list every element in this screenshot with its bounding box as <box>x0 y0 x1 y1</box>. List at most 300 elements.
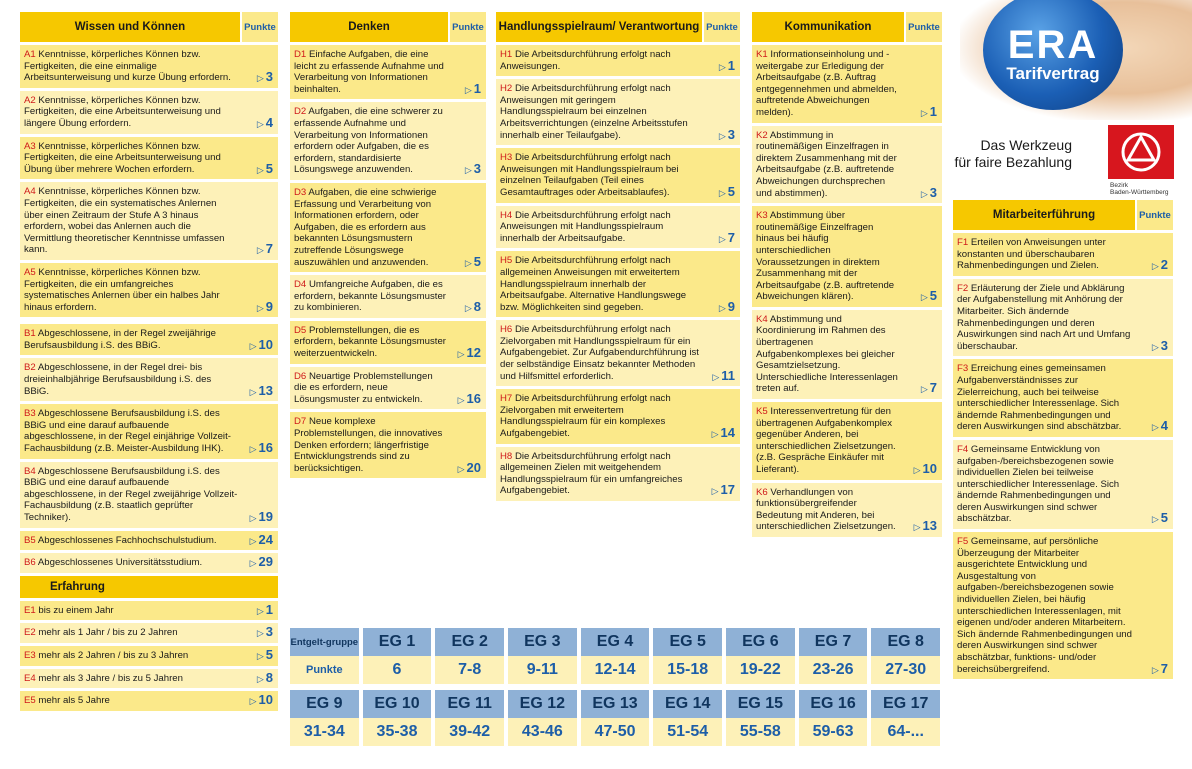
item-code: A3 <box>24 140 36 152</box>
eg-points-range: 9-11 <box>508 656 577 684</box>
eg-group-label: EG 13 <box>581 690 650 718</box>
points-value: 20 <box>466 459 481 475</box>
item-code: B4 <box>24 465 36 477</box>
eg-group-label: EG 8 <box>871 628 940 656</box>
item-points <box>256 160 273 177</box>
header-title-kommunikation: Kommunikation <box>752 12 904 42</box>
kommunikation-item-k1 <box>752 45 942 123</box>
item-text: Die Arbeitsdurchführung erfolgt nach allgemeinen Anweisungen mit erweitertem Handlungsspielraum innerhalb der Arbeitsaufgabe. Alternative Handlungswege bzw. Möglichkeiten sind gegeben. <box>500 255 687 313</box>
wissen-item-a4 <box>20 182 278 260</box>
points-value: 10 <box>922 461 937 476</box>
item-text: mehr als 1 Jahr / bis zu 2 Jahren <box>38 627 178 639</box>
triangle-icon: ▷ <box>256 118 264 129</box>
erfahrung-item-e4 <box>20 669 278 689</box>
item-code: B2 <box>24 362 36 374</box>
item-text: Abgeschlossenes Universitätsstudium. <box>37 557 203 569</box>
points-value: 3 <box>727 126 735 142</box>
item-points <box>712 367 735 384</box>
triangle-icon: ▷ <box>256 673 264 684</box>
item-code: H7 <box>500 393 513 405</box>
points-value: 9 <box>265 298 273 314</box>
points-value: 12 <box>466 345 481 361</box>
points-value: 7 <box>1160 660 1168 676</box>
header-title-wissen: Wissen und Können <box>20 12 240 42</box>
triangle-icon: ▷ <box>249 696 257 707</box>
points-value: 29 <box>258 554 273 570</box>
triangle-icon: ▷ <box>457 349 465 360</box>
points-value: 13 <box>922 518 937 534</box>
item-code: B6 <box>24 557 36 569</box>
eg-group-label: EG 11 <box>435 690 504 718</box>
item-points <box>257 243 273 257</box>
header-title-fuehrung: Mitarbeiterführung <box>953 200 1135 230</box>
points-value: 5 <box>265 160 273 176</box>
eg-points-range: 31-34 <box>290 718 359 746</box>
item-points <box>1152 512 1168 526</box>
points-value: 3 <box>929 184 937 200</box>
points-value: 16 <box>258 440 273 456</box>
item-text: Verhandlungen von funktionsübergreifender Bedeutung mit Anderen, bei unterschiedlichen Zielsetzungen. <box>756 486 896 533</box>
item-text: Umfangreiche Aufgaben, die es erfordern, bekannte Lösungsmuster zu kombinieren. <box>294 279 446 314</box>
item-code: D6 <box>294 370 307 382</box>
eg-cell-eg14 <box>653 690 722 746</box>
wissen-item-a2 <box>20 91 278 134</box>
triangle-icon: ▷ <box>1151 664 1159 675</box>
item-points <box>464 253 481 270</box>
header-handlung <box>496 12 740 42</box>
item-text: Erläuterung der Ziele und Abklärung der Aufgabenstellung mit Anhörung der Mitarbeiter. Sich ändernde Rahmenbedingungen und deren Auswirkungen sind nach Art und Umfang überschaubar. <box>957 282 1131 352</box>
column-wissen <box>20 12 278 714</box>
eg-cell-eg12 <box>508 690 577 746</box>
eg-points-range: 59-63 <box>799 718 868 746</box>
item-text: Kenntnisse, körperliches Können bzw. Fertigkeiten, die eine Arbeitsunterweisung und Übung über mehrere Wochen erfordern. <box>24 140 221 175</box>
eg-group-label: EG 16 <box>799 690 868 718</box>
wissen-item-b3 <box>20 404 278 458</box>
column-kommunikation <box>752 12 942 540</box>
triangle-icon: ▷ <box>256 628 264 639</box>
triangle-icon: ▷ <box>256 605 264 616</box>
item-points <box>718 183 735 200</box>
item-code: H1 <box>500 49 513 60</box>
points-value: 1 <box>265 601 273 617</box>
wissen-item-b4 <box>20 462 278 528</box>
eg-cell-eg3 <box>508 628 577 684</box>
item-code: F5 <box>957 536 969 548</box>
item-code: H4 <box>500 209 513 221</box>
item-points <box>256 114 273 131</box>
fuehrung-item-f4 <box>953 440 1173 529</box>
item-code: K6 <box>756 486 768 498</box>
item-code: K1 <box>756 49 768 60</box>
item-code: H8 <box>500 450 513 462</box>
wissen-item-b1 <box>20 324 278 355</box>
column-handlung <box>496 12 740 504</box>
kommunikation-item-k3 <box>752 206 942 307</box>
points-value: 14 <box>720 425 735 441</box>
triangle-icon: ▷ <box>249 340 257 351</box>
item-text: mehr als 3 Jahre / bis zu 5 Jahren <box>38 672 183 684</box>
eg-points-range: 35-38 <box>363 718 432 746</box>
item-text: Die Arbeitsdurchführung erfolgt nach Zielvorgaben mit erweitertem Handlungsspielraum für ein komplexes Aufgabengebiet. <box>500 393 671 440</box>
points-value: 13 <box>258 382 273 398</box>
triangle-icon: ▷ <box>718 130 726 141</box>
triangle-icon: ▷ <box>457 394 465 405</box>
denken-list <box>290 45 486 478</box>
handlung-item-h1 <box>496 45 740 76</box>
item-code: K2 <box>756 129 768 141</box>
eg-row-1 <box>290 628 940 684</box>
eg-points-range: 43-46 <box>508 718 577 746</box>
item-text: Abgeschlossene, in der Regel drei- bis dreieinhalbjährige Berufsausbildung i.S. des BBiG. <box>24 362 212 397</box>
eg-cell-eg5 <box>653 628 722 684</box>
eg-cell-eg17 <box>871 690 940 746</box>
item-points <box>718 298 735 315</box>
item-points <box>920 184 937 201</box>
eg-cell-eg15 <box>726 690 795 746</box>
points-value: 24 <box>258 531 273 547</box>
points-value: 7 <box>265 241 273 257</box>
item-points <box>712 484 735 498</box>
points-value: 17 <box>720 482 735 498</box>
header-denken <box>290 12 486 42</box>
wissen-item-b5 <box>20 531 278 551</box>
denken-item-d7 <box>290 412 486 478</box>
eg-points-range: 64-... <box>871 718 940 746</box>
eg-group-label: EG 10 <box>363 690 432 718</box>
column-fuehrung <box>953 200 1173 682</box>
triangle-icon: ▷ <box>913 522 921 533</box>
item-points <box>257 626 273 640</box>
item-points <box>250 694 273 708</box>
erfahrung-item-e3 <box>20 646 278 666</box>
eg-cell-eg16 <box>799 690 868 746</box>
header-title-denken: Denken <box>290 12 448 42</box>
handlung-item-h3 <box>496 148 740 202</box>
eg-group-label: EG 14 <box>653 690 722 718</box>
erfahrung-item-e1 <box>20 601 278 621</box>
item-text: Kenntnisse, körperliches Können bzw. Fertigkeiten, die eine einmalige Arbeitsunterweisung und kurze Übung erfordern. <box>24 49 231 84</box>
points-value: 10 <box>258 336 273 352</box>
item-points <box>1151 337 1168 354</box>
kommunikation-item-k6 <box>752 483 942 537</box>
tagline-line-2: für faire Bezahlung <box>954 154 1072 170</box>
item-code: K5 <box>756 406 768 418</box>
eg-group-label: EG 1 <box>363 628 432 656</box>
item-text: Abstimmung über routinemäßige Einzelfragen hinaus bei häufig unterschiedlichen Voraussetzungen in direktem Zusammenhang mit der Arbeitsaufgabe (z.B. auftretende Abweichungen klären). <box>756 210 895 303</box>
item-code: A1 <box>24 49 36 60</box>
item-points <box>256 601 273 618</box>
item-text: bis zu einem Jahr <box>38 604 114 616</box>
item-points <box>249 336 273 353</box>
points-value: 11 <box>721 367 735 383</box>
eg-row-2 <box>290 690 940 746</box>
item-points <box>256 646 273 663</box>
item-text: Kenntnisse, körperliches Können bzw. Fertigkeiten, die ein systematisches Anlernen über einen Zeitraum der Stufe A 3 hinaus erfordern, wobei das Anlernen auch die Vermittlung theoretischer Kenntnisse umfassen kann. <box>24 186 225 256</box>
triangle-icon: ▷ <box>249 535 257 546</box>
item-points <box>1152 259 1168 273</box>
item-text: Die Arbeitsdurchführung erfolgt nach Anweisungen mit Handlungsspielraum bei einzelnen Teilaufgaben (Teil eines Gesamtauftrages oder Arbeitsablaufes). <box>500 152 679 198</box>
item-code: F4 <box>957 443 969 455</box>
eg-cell-eg2 <box>435 628 504 684</box>
erfahrung-list <box>20 601 278 711</box>
header-punkte-wissen: Punkte <box>242 12 278 42</box>
points-value: 3 <box>473 161 481 177</box>
handlung-item-h5 <box>496 251 740 317</box>
eg-group-label: EG 5 <box>653 628 722 656</box>
header-kommunikation <box>752 12 942 42</box>
kommunikation-list <box>752 45 942 537</box>
eg-cell-eg4 <box>581 628 650 684</box>
item-code: E2 <box>24 627 36 639</box>
kommunikation-item-k4 <box>752 310 942 399</box>
item-points <box>718 57 735 74</box>
points-value: 1 <box>929 103 937 119</box>
item-text: Die Arbeitsdurchführung erfolgt nach allgemeinen Zielen mit weitgehendem Handlungsspielraum für ein umfangreiches Aufgabengebiet. <box>500 450 683 497</box>
eg-points-range: 39-42 <box>435 718 504 746</box>
points-value: 16 <box>466 390 481 406</box>
eg-cell-eg13 <box>581 690 650 746</box>
item-code: A5 <box>24 266 36 278</box>
item-text: Kenntnisse, körperliches Können bzw. Fertigkeiten, die ein umfangreiches systematisches Anlernen über ein halbes Jahr hinaus erfordern. <box>24 266 220 313</box>
triangle-icon: ▷ <box>718 302 726 313</box>
item-text: Interessenvertretung für den übertragenen Aufgabenkomplex gegenüber Anderen, bei unterschiedlichen Zielsetzungen. (z.B. Gespräche Einkäufer mit Lieferant). <box>756 406 896 475</box>
eg-cell-eg7 <box>799 628 868 684</box>
eg-group-label: EG 3 <box>508 628 577 656</box>
item-code: F3 <box>957 363 969 375</box>
eg-cell-eg11 <box>435 690 504 746</box>
item-text: Kenntnisse, körperliches Können bzw. Fertigkeiten, die eine Arbeitsunterweisung und längere Übung erfordern. <box>24 94 221 129</box>
triangle-icon: ▷ <box>249 558 257 569</box>
item-code: H6 <box>500 324 513 336</box>
triangle-icon: ▷ <box>256 650 264 661</box>
triangle-icon: ▷ <box>920 188 928 199</box>
denken-item-d2 <box>290 102 486 180</box>
item-text: Die Arbeitsdurchführung erfolgt nach Zielvorgaben mit Handlungsspielraum für ein Aufgabengebiet. Zur Aufgabendurchführung ist der selbständige Einsatz bekannter Methoden und Hilfsmittel erforderlich. <box>500 324 699 382</box>
tarifvertrag-logo-text: Tarifvertrag <box>1006 64 1100 83</box>
item-text: Die Arbeitsdurchführung erfolgt nach Anweisungen. <box>500 49 671 72</box>
eg-label-bottom: Punkte <box>290 656 359 684</box>
eg-points-range: 47-50 <box>581 718 650 746</box>
eg-points-range: 27-30 <box>871 656 940 684</box>
era-logo-text: ERA <box>1007 23 1099 67</box>
item-points <box>256 669 273 686</box>
item-code: E3 <box>24 649 36 661</box>
item-points <box>712 427 735 441</box>
triangle-icon: ▷ <box>249 386 257 397</box>
eg-points-range: 15-18 <box>653 656 722 684</box>
item-text: Abstimmung und Koordinierung im Rahmen des übertragenen Aufgabenkomplexes bei gleicher Gesamtzielsetzung. Unterschiedliche Interessenlagen treten auf. <box>756 313 898 395</box>
fuehrung-item-f5 <box>953 532 1173 679</box>
fuehrung-item-f2 <box>953 279 1173 357</box>
item-points <box>920 103 937 120</box>
eg-group-label: EG 7 <box>799 628 868 656</box>
entgeltgruppen-table <box>290 628 940 752</box>
points-value: 10 <box>258 692 273 708</box>
handlung-item-h4 <box>496 206 740 249</box>
item-code: D2 <box>294 106 307 118</box>
eg-cell-eg10 <box>363 690 432 746</box>
item-points <box>257 71 273 85</box>
points-value: 1 <box>473 80 481 96</box>
item-code: D4 <box>294 279 307 291</box>
triangle-icon: ▷ <box>256 245 264 256</box>
wissen-item-a5 <box>20 263 278 317</box>
header-punkte-handlung: Punkte <box>704 12 740 42</box>
denken-item-d6 <box>290 367 486 410</box>
item-points <box>921 382 937 396</box>
item-points <box>465 163 481 177</box>
triangle-icon: ▷ <box>256 302 264 313</box>
tagline <box>952 137 1072 171</box>
triangle-icon: ▷ <box>711 429 719 440</box>
eg-group-label: EG 6 <box>726 628 795 656</box>
triangle-icon: ▷ <box>718 187 726 198</box>
header-punkte-kommunikation: Punkte <box>906 12 942 42</box>
header-punkte-fuehrung: Punkte <box>1137 200 1173 230</box>
item-code: K3 <box>756 210 768 222</box>
eg-group-label: EG 17 <box>871 690 940 718</box>
item-code: F1 <box>957 237 969 248</box>
item-code: H2 <box>500 83 513 95</box>
item-code: K4 <box>756 313 768 325</box>
eg-cell-eg6 <box>726 628 795 684</box>
triangle-icon: ▷ <box>920 292 928 303</box>
item-points <box>249 382 273 399</box>
eg-cell-eg8 <box>871 628 940 684</box>
item-text: Erteilen von Anweisungen unter konstanten und überschaubaren Rahmenbedingungen und Zielen. <box>957 237 1106 272</box>
item-code: B1 <box>24 328 36 340</box>
denken-item-d4 <box>290 275 486 318</box>
points-value: 8 <box>265 669 273 685</box>
item-text: Informationseinholung und -weitergabe zur Erledigung der Arbeitsaufgabe (z.B. Auftrag entgegennehmen und abmelden, auftretende Abweichungen melden). <box>756 49 897 118</box>
triangle-icon: ▷ <box>920 107 928 118</box>
points-value: 5 <box>727 183 735 199</box>
handlung-list <box>496 45 740 501</box>
eg-group-label: EG 12 <box>508 690 577 718</box>
item-text: Aufgaben, die eine schwierige Erfassung und Verarbeitung von Informationen erfordern, oder Aufgaben, die es erfordern aus bekannten Lösungsmustern zutreffende Lösungswege auszuwählen und anzuwenden. <box>294 186 437 268</box>
erfahrung-item-e2 <box>20 623 278 643</box>
triangle-icon: ▷ <box>464 165 472 176</box>
triangle-icon: ▷ <box>718 233 726 244</box>
eg-points-range: 12-14 <box>581 656 650 684</box>
item-code: D5 <box>294 324 307 336</box>
kommunikation-item-k5 <box>752 402 942 480</box>
triangle-icon: ▷ <box>1151 261 1159 272</box>
fuehrung-item-f1 <box>953 233 1173 276</box>
denken-item-d1 <box>290 45 486 99</box>
item-text: Problemstellungen, die es erfordern, bekannte Lösungsmuster weiterzuentwickeln. <box>294 324 446 360</box>
points-value: 1 <box>727 57 735 73</box>
handlung-item-h2 <box>496 79 740 145</box>
wissen-item-a1 <box>20 45 278 88</box>
points-value: 9 <box>727 298 735 314</box>
denken-item-d5 <box>290 321 486 364</box>
triangle-icon: ▷ <box>718 61 726 72</box>
eg-points-range: 51-54 <box>653 718 722 746</box>
points-value: 3 <box>1160 337 1168 353</box>
kommunikation-item-k2 <box>752 126 942 204</box>
item-text: Neue komplexe Problemstellungen, die innovatives Denken erfordern; längerfristige Entwicklungstrends sind zu berücksichtigen. <box>294 416 443 474</box>
eg-points-range: 23-26 <box>799 656 868 684</box>
erfahrung-item-e5 <box>20 691 278 711</box>
item-code: F2 <box>957 282 969 294</box>
fuehrung-list <box>953 233 1173 679</box>
item-points <box>718 229 735 246</box>
item-text: Die Arbeitsdurchführung erfolgt nach Anweisungen mit Handlungsspielraum innerhalb der Arbeitsaufgabe. <box>500 209 671 244</box>
item-points <box>250 511 273 525</box>
header-fuehrung <box>953 200 1173 230</box>
item-points <box>249 531 273 548</box>
header-wissen <box>20 12 278 42</box>
item-text: Abgeschlossene Berufsausbildung i.S. des BBiG und eine darauf aufbauende abgeschlossene, in der Regel zweijährige Vollzeit-Fachausbildung (z.B. staatlich geprüfter Techniker). <box>24 465 238 523</box>
points-value: 5 <box>929 288 937 304</box>
item-points <box>464 80 481 97</box>
item-points <box>457 459 481 476</box>
item-points <box>250 442 273 456</box>
fuehrung-item-f3 <box>953 359 1173 437</box>
header-punkte-denken: Punkte <box>450 12 486 42</box>
item-text: Die Arbeitsdurchführung erfolgt nach Anweisungen mit geringem Handlungsspielraum bei einzelnen Arbeitsverrichtungen (einzelne Arbeitsstufen innerhalb einer Teilaufgabe). <box>500 83 688 141</box>
eg-points-range: 7-8 <box>435 656 504 684</box>
points-value: 5 <box>265 646 273 662</box>
ig-sub-line-2: Baden-Württemberg <box>1110 189 1169 196</box>
item-text: Abgeschlossenes Fachhochschulstudium. <box>37 534 217 546</box>
points-value: 3 <box>265 624 273 640</box>
handlung-item-h7 <box>496 389 740 443</box>
eg-points-range: 6 <box>363 656 432 684</box>
eg-label-cell <box>290 628 359 684</box>
triangle-icon: ▷ <box>920 384 928 395</box>
ig-metall-logo-icon <box>1108 125 1174 179</box>
item-code: H3 <box>500 152 513 164</box>
denken-item-d3 <box>290 183 486 272</box>
triangle-icon: ▷ <box>1151 514 1159 525</box>
triangle-icon: ▷ <box>711 486 719 497</box>
triangle-icon: ▷ <box>249 444 257 455</box>
triangle-icon: ▷ <box>1151 422 1159 433</box>
item-points <box>1151 660 1168 677</box>
item-code: D7 <box>294 416 307 428</box>
eg-points-range: 55-58 <box>726 718 795 746</box>
ig-sub-line-1: Bezirk <box>1110 182 1129 189</box>
triangle-icon: ▷ <box>913 465 921 475</box>
item-points <box>458 347 481 361</box>
item-text: Abgeschlossene Berufsausbildung i.S. des BBiG und eine darauf aufbauende abgeschlossene, in der Regel einjährige Vollzeit-Fachausbildung (z.B. Meister-Ausbildung IHK). <box>24 408 231 455</box>
tagline-line-1: Das Werkzeug <box>980 137 1072 153</box>
points-value: 5 <box>1160 510 1168 526</box>
triangle-icon: ▷ <box>256 73 264 84</box>
item-code: D1 <box>294 49 307 60</box>
handlung-item-h6 <box>496 320 740 386</box>
points-value: 2 <box>1160 257 1168 273</box>
item-points <box>465 301 481 315</box>
item-code: E5 <box>24 695 36 707</box>
points-value: 19 <box>258 509 273 524</box>
eg-group-label: EG 2 <box>435 628 504 656</box>
eg-group-label: EG 4 <box>581 628 650 656</box>
item-code: A2 <box>24 94 36 106</box>
points-value: 7 <box>727 229 735 245</box>
item-code: A4 <box>24 186 36 198</box>
item-code: E4 <box>24 672 36 684</box>
item-points <box>914 520 937 534</box>
item-text: Einfache Aufgaben, die eine leicht zu erfassende Aufnahme und Verarbeitung von Informationen beinhalten. <box>294 49 444 95</box>
wissen-item-b6 <box>20 553 278 573</box>
triangle-icon: ▷ <box>457 463 465 474</box>
item-text: Gemeinsame, auf persönliche Überzeugung der Mitarbeiter ausgerichtete Entwicklung und Ausgestaltung von aufgaben-/bereichsbezogenen sowie individuellen Zielen, bei häufig unterschiedlichen Interessenlagen, mit eigenen und/oder anderen Mitarbeitern. Sich ändernde Rahmenbedingungen und deren Auswirkungen sind schwer abschätzbar, funktions- und/oder bereichsübergreifend. <box>957 536 1132 675</box>
item-points <box>1152 420 1168 434</box>
points-value: 7 <box>929 380 937 396</box>
